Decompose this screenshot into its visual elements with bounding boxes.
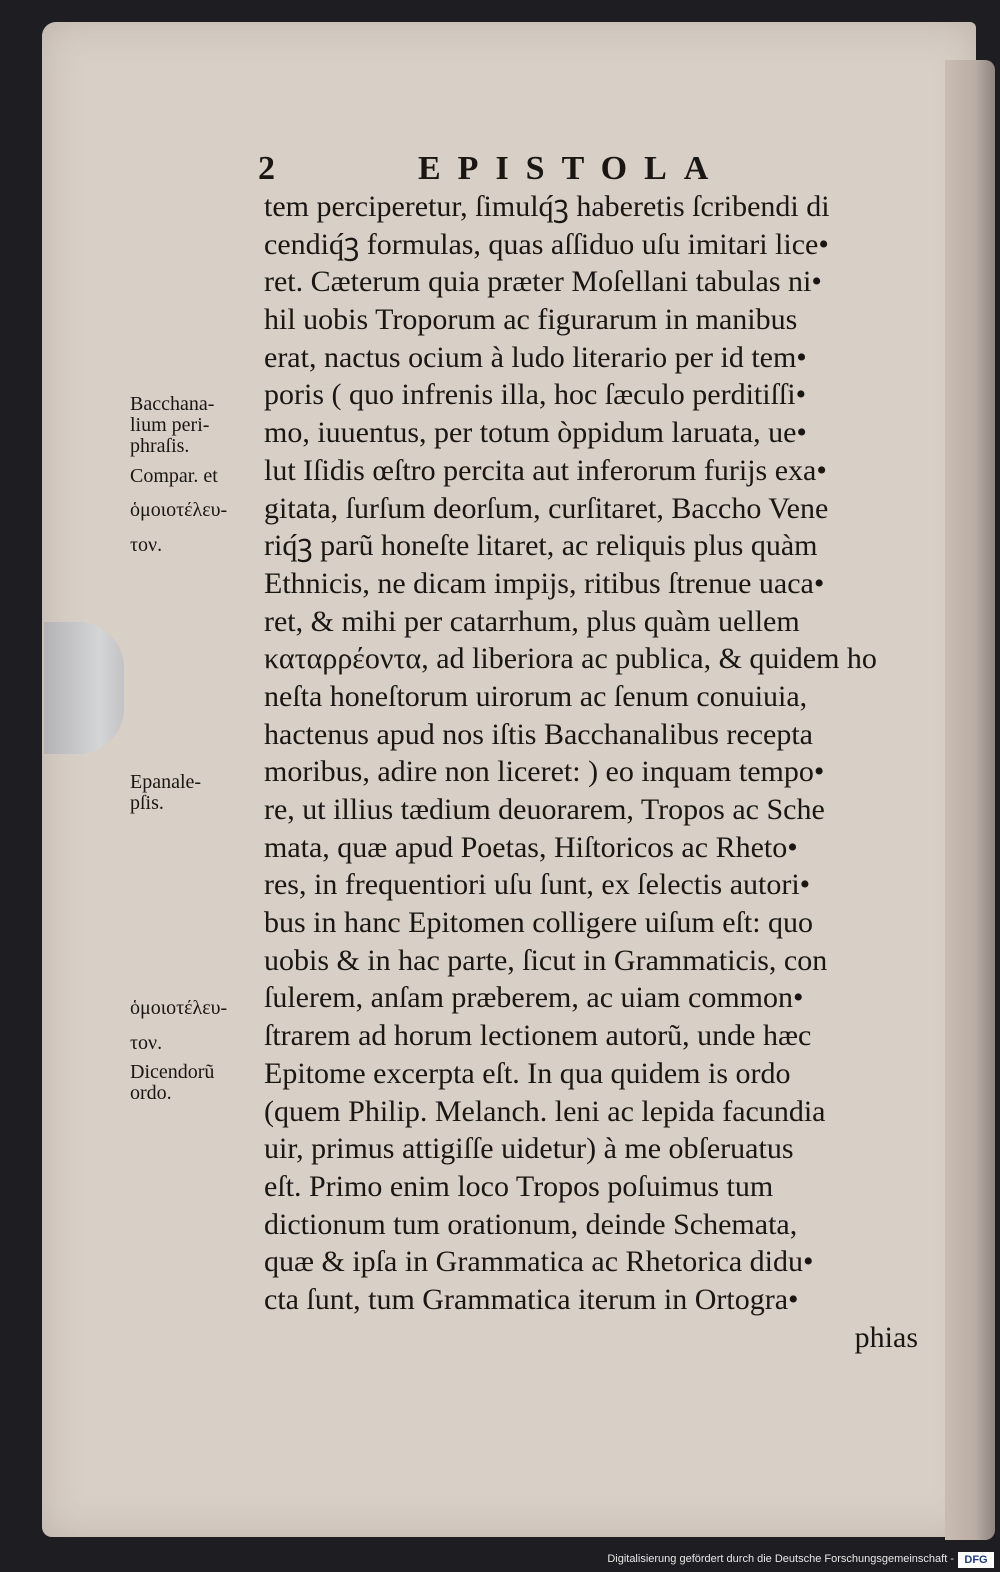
margin-note-line: τον. — [130, 534, 163, 556]
catchword: phias — [854, 1320, 918, 1354]
margin-note-line: τον. — [130, 1032, 163, 1054]
margin-note-homoioteleuton-1 — [130, 500, 227, 556]
margin-note-dicendorum-ordo — [130, 1062, 214, 1104]
text-line: hactenus apud nos iſtis Bacchanalibus recepta — [264, 717, 813, 751]
text-line: riq́ꝫ parũ honeſte litaret, ac reliquis plus quàm — [264, 529, 818, 563]
text-line: cta ſunt, tum Grammatica iterum in Ortogra• — [264, 1282, 799, 1316]
margin-note-homoioteleuton-2 — [130, 998, 227, 1054]
footer-bar — [0, 1549, 1000, 1572]
text-line: cendiq́ꝫ formulas, quas aſſiduo uſu imitari lice• — [264, 227, 829, 261]
margin-note-line: ὁμοιοτέλευ- — [130, 499, 228, 521]
text-line: hil uobis Troporum ac figurarum in manibus — [264, 303, 798, 337]
margin-note-line: Bacchana- — [130, 393, 215, 415]
text-line: bus in hanc Epitomen colligere uiſum eſt: quo — [264, 906, 814, 940]
text-line: dictionum tum orationum, deinde Schemata, — [264, 1207, 798, 1241]
margin-note-bacchanalium — [130, 394, 214, 457]
text-line: ſtrarem ad horum lectionem autorũ, unde hæc — [264, 1019, 812, 1053]
margin-note-line: Compar. et — [130, 465, 218, 487]
margin-note-line: ὁμοιοτέλευ- — [130, 997, 228, 1019]
text-line: eſt. Primo enim loco Tropos poſuimus tum — [264, 1169, 774, 1203]
running-head — [258, 150, 758, 190]
running-head-title: EPISTOLA — [418, 150, 726, 187]
text-line: ſulerem, anſam præberem, ac uiam common• — [264, 981, 804, 1015]
margin-note-line: Dicendorũ — [130, 1061, 215, 1083]
text-line: re, ut illius tædium deuorarem, Tropos ac Sche — [264, 793, 825, 826]
text-line: tem perciperetur, ſimulq́ꝫ haberetis ſcribendi di — [264, 190, 830, 223]
margin-note-epanalepsis — [130, 772, 201, 814]
margin-note-line: Epanale- — [130, 771, 202, 793]
body-text — [264, 188, 924, 1356]
text-line: res, in frequentiori uſu ſunt, ex ſelectis autori• — [264, 868, 811, 902]
text-line: moribus, adire non liceret: ) eo inquam tempo• — [264, 755, 825, 789]
text-line: mata, quæ apud Poetas, Hiſtoricos ac Rheto• — [264, 830, 798, 864]
book-clip — [44, 622, 124, 754]
margin-note-comparatio — [130, 466, 218, 487]
margin-note-line: phraſis. — [130, 435, 190, 457]
margin-note-line: lium peri- — [130, 414, 210, 436]
text-line: ret, & mihi per catarrhum, plus quàm uellem — [264, 604, 800, 638]
text-line: mo, iuuentus, per totum òppidum laruata, ue• — [264, 416, 807, 450]
margin-note-line: pſis. — [130, 792, 164, 814]
text-line: καταρρέοντα, ad liberiora ac publica, & quidem ho — [264, 642, 877, 676]
text-line: uir, primus attigiſſe uidetur) à me obſeruatus — [264, 1132, 794, 1166]
page-number: 2 — [258, 150, 275, 187]
text-line: Ethnicis, ne dicam impijs, ritibus ſtrenue uaca• — [264, 566, 825, 600]
page-edge-stack — [945, 60, 995, 1540]
text-line: Epitome excerpta eſt. In qua quidem is ordo — [264, 1056, 791, 1090]
text-line: lut Iſidis œſtro percita aut inferorum furijs exa• — [264, 453, 827, 487]
text-line: gitata, ſurſum deorſum, curſitaret, Baccho Vene — [264, 491, 829, 525]
text-line: quæ & ipſa in Grammatica ac Rhetorica didu• — [264, 1245, 814, 1279]
text-line: erat, nactus ocium à ludo literario per id tem• — [264, 340, 807, 374]
text-line: neſta honeſtorum uirorum ac ſenum conuiuia, — [264, 679, 808, 713]
text-line: (quem Philip. Melanch. leni ac lepida facundia — [264, 1094, 826, 1128]
text-line: uobis & in hac parte, ſicut in Grammaticis, con — [264, 943, 828, 977]
margin-note-line: ordo. — [130, 1082, 172, 1104]
funding-credit: Digitalisierung gefördert durch die Deutsche Forschungsgemeinschaft - — [607, 1553, 954, 1565]
dfg-logo-icon: DFG — [958, 1552, 994, 1568]
text-line: poris ( quo infrenis illa, hoc ſæculo perditiſſi• — [264, 378, 807, 412]
text-line: ret. Cæterum quia præter Moſellani tabulas ni• — [264, 265, 822, 299]
